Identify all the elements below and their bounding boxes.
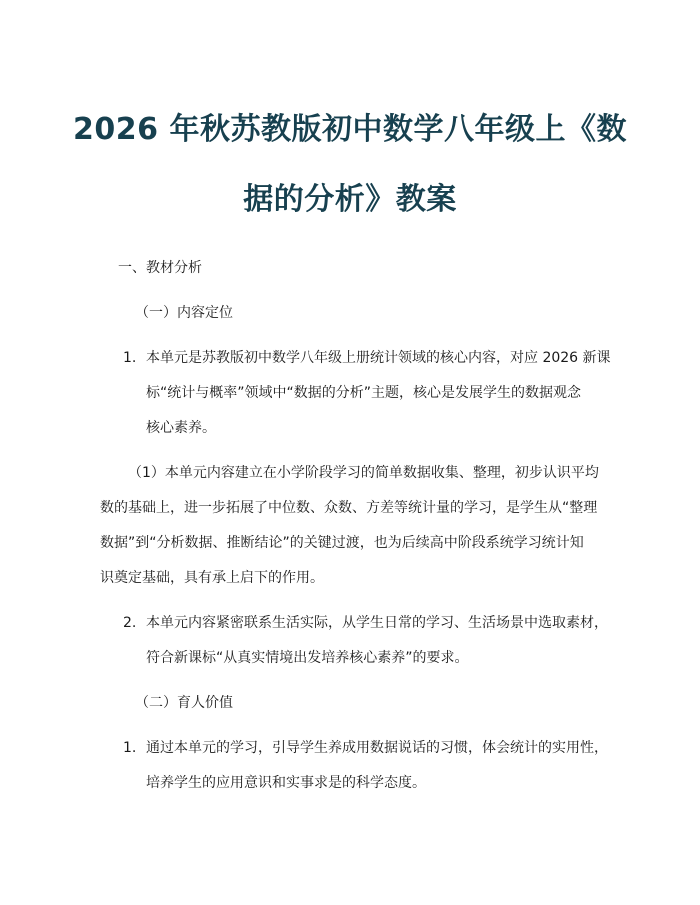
list-item-line: 标“统计与概率”领域中“数据的分析”主题，核心是发展学生的数据观念 <box>146 385 582 401</box>
paragraph-line: 识奠定基础，具有承上启下的作用。 <box>100 570 324 586</box>
list-item-line: 核心素养。 <box>146 420 216 436</box>
paragraph-line: （1）本单元内容建立在小学阶段学习的简单数据收集、整理，初步认识平均 <box>128 465 599 481</box>
list-item-line: 通过本单元的学习，引导学生养成用数据说话的习惯，体会统计的实用性， <box>146 740 608 756</box>
document-title-line-1: 2026 年秋苏教版初中数学八年级上《数 <box>73 112 627 147</box>
paragraph-line: 数据”到“分析数据、推断结论”的关键过渡，也为后续高中阶段系统学习统计知 <box>100 535 584 551</box>
subsection-heading-educational-value: （二）育人价值 <box>135 695 233 711</box>
subsection-heading-content-positioning: （一）内容定位 <box>135 305 233 321</box>
list-item-line: 培养学生的应用意识和实事求是的科学态度。 <box>146 775 426 791</box>
paragraph-line: 数的基础上，进一步拓展了中位数、众数、方差等统计量的学习，是学生从“整理 <box>100 500 598 516</box>
list-number: 1. <box>123 350 137 366</box>
document-title-line-2: 据的分析》教案 <box>243 182 457 217</box>
list-number: 2. <box>123 615 137 631</box>
list-item-line: 本单元是苏教版初中数学八年级上册统计领域的核心内容，对应 2026 新课 <box>146 350 611 366</box>
list-number: 1. <box>123 740 137 756</box>
list-item-line: 本单元内容紧密联系生活实际，从学生日常的学习、生活场景中选取素材， <box>146 615 608 631</box>
list-item-line: 符合新课标“从真实情境出发培养核心素养”的要求。 <box>146 650 469 666</box>
section-heading-textbook-analysis: 一、教材分析 <box>118 260 202 276</box>
